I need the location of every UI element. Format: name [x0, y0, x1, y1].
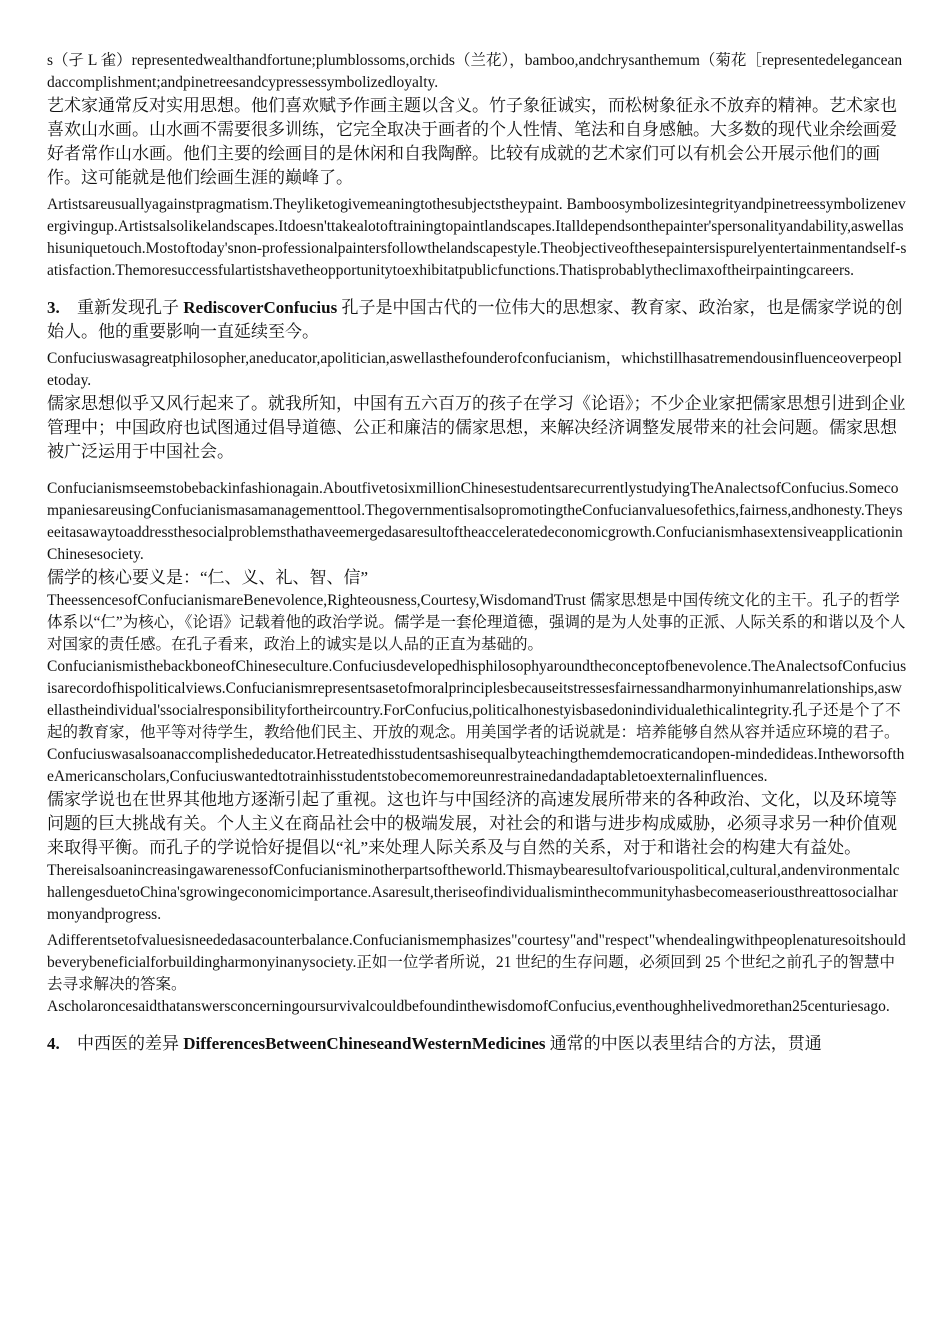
section-title-en: DifferencesBetweenChineseandWesternMedicines — [183, 1034, 546, 1053]
paragraph-en-flowers: s（孑 L 雀）representedwealthandfortune;plumblossoms,orchids（兰花），bamboo,andchrysanthemum（菊花［representedeleganceandaccomplishment;andpinetreesandcypressessymbolizedloyalty. — [47, 52, 903, 91]
section-intro-zh: 孔子是中国古代的一位伟大的思想家、教育家、政治家，也是儒家学说的创始人。他的重要影响一直延续至今。 — [47, 298, 903, 341]
section-title-en: RediscoverConfucius — [183, 298, 338, 317]
paragraph-en-confucius-intro: Confuciuswasagreatphilosopher,aneducator,apolitician,aswellasthefounderofconfucianism，whichstillhasatremendousinfluenceoverpeopletoday. — [47, 350, 902, 389]
paragraph-zh-essence: 儒学的核心要义是：“仁、义、礼、智、信” — [47, 568, 369, 587]
section-intro-zh: 通常的中医以表里结合的方法，贯通 — [549, 1034, 822, 1053]
section-heading-4 — [47, 1032, 907, 1056]
paragraph-counterbalance-mixed: Adifferentsetofvaluesisneededasacounterbalance.Confucianismemphasizes"courtesy"and"respect"whendealingwithpeoplenaturesoitshouldbeverybeneficialforbuildingharmonyinanysociety.正如一位学者所说，21 世纪的生存问题，必须回到 25 个世纪之前孔子的智慧中去寻求解决的答案。 — [47, 932, 906, 993]
paragraph-backbone-mixed: ConfucianismisthebackboneofChineseculture.Confuciusdevelopedhisphilosophyaroundtheconceptofbenevolence.TheAnalectsofConfuciusisarecordofhispoliticalviews.Confucianismrepresentsasetofmoralprinciplesbecauseitstressesfairnessandharmonyinhumanrelationships,aswellastheindividual'ssocialresponsibilityfortheircountry.ForConfucius,politicalhonestyisbasedonindividualethicalintegrity.孔子还是个了不起的教育家，他平等对待学生，教给他们民主、开放的观念。用美国学者的话说就是：培养能够自然从容并适应环境的君子。 — [47, 658, 907, 741]
paragraph-essence-mixed: TheessencesofConfucianismareBenevolence,Righteousness,Courtesy,WisdomandTrust 儒家思想是中国传统文化的主干。孔子的哲学体系以“仁”为核心，《论语》记载着他的政治学说。儒学是一套伦理道德，强调的是为人处事的正派、人际关系的和谐以及个人对国家的责任感。在孔子看来，政治上的诚实是以人品的正直为基础的。 — [47, 592, 906, 653]
section-number: 4. — [47, 1034, 60, 1053]
paragraph-en-awareness: ThereisalsoanincreasingawarenessofConfucianisminotherpartsoftheworld.Thismaybearesultofvariouspolitical,cultural,andenvironmentalchallengesduetoChina'sgrowingeconomicimportance.Asaresult,theriseofindividualisminthecommunityhasbecomeaseriousthreattosocialharmonyandprogress. — [47, 862, 900, 923]
paragraph-en-educator: Confuciuswasalsoanaccomplishededucator.Hetreatedhisstudentsashisequalbyteachingthemdemocraticandopen-mindedideas.IntheworsoftheAmericanscholars,Confuciuswantedtotrainhisstudentstobecomemoreunrestrainedandadaptabletoexternalinfluences. — [47, 746, 905, 785]
section-title-zh: 重新发现孔子 — [77, 298, 179, 317]
section-number: 3. — [47, 298, 60, 317]
section-title-zh: 中西医的差异 — [77, 1034, 179, 1053]
paragraph-en-fashion: Confucianismseemstobebackinfashionagain.AboutfivetosixmillionChinesestudentsarecurrentlystudyingTheAnalectsofConfucius.SomecompaniesareusingConfucianismasamanagementtool.ThegovernmentisalsopromotingtheConfucianvaluesofethics,fairness,andhonesty.Theyseeitasawaytoaddressthesocialproblemsthathaveemergedasaresultoftheacceleratedeconomicgrowth.ConfucianismhasextensiveapplicationinChinesesociety. — [47, 480, 903, 563]
section-heading-3 — [47, 296, 907, 344]
paragraph-zh-artists: 艺术家通常反对实用思想。他们喜欢赋予作画主题以含义。竹子象征诚实，而松树象征永不放弃的精神。艺术家也喜欢山水画。山水画不需要很多训练，它完全取决于画者的个人性情、笔法和自身感触。大多数的现代业余绘画爱好者常作山水画。他们主要的绘画目的是休闲和自我陶醉。比较有成就的艺术家们可以有机会公开展示他们的画作。这可能就是他们绘画生涯的巅峰了。 — [47, 96, 897, 187]
paragraph-zh-fashion: 儒家思想似乎又风行起来了。就我所知，中国有五六百万的孩子在学习《论语》；不少企业家把儒家思想引进到企业管理中；中国政府也试图通过倡导道德、公正和廉洁的儒家思想，来解决经济调整发展带来的社会问题。儒家思想被广泛运用于中国社会。 — [47, 394, 906, 461]
paragraph-en-artists: Artistsareusuallyagainstpragmatism.Theyliketogivemeaningtothesubjectstheypaint. Bamboosymbolizesintegrityandpinetreessymbolizenevergivingup.Artistsalsolikelandscapes.Itdoesn'ttakealotoftrainingtopaintlandscapes.Italldependsonthepainter'spersonalityandability,aswellashisuniquetouch.Mostoftoday'snon-professionalpaintersfollowthelandscapestyle.Theobjectiveofthesepaintersispurelyentertainmentandself-satisfaction.Themoresuccessfulartistshavetheopportunitytoexhibitatpublicfunctions.Thatisprobablytheclimaxoftheirpaintingcareers. — [47, 196, 907, 279]
document-page — [47, 50, 907, 1056]
paragraph-en-scholar: AscholaroncesaidthatanswersconcerningoursurvivalcouldbefoundinthewisdomofConfucius,eventhoughhelivedmorethan25centuriesago. — [47, 998, 890, 1015]
paragraph-zh-awareness: 儒家学说也在世界其他地方逐渐引起了重视。这也许与中国经济的高速发展所带来的各种政治、文化，以及环境等问题的巨大挑战有关。个人主义在商品社会中的极端发展，对社会的和谐与进步构成威胁，必须寻求另一种价值观来取得平衡。而孔子的学说恰好提倡以“礼”来处理人际关系及与自然的关系，对于和谐社会的构建大有益处。 — [47, 790, 897, 857]
